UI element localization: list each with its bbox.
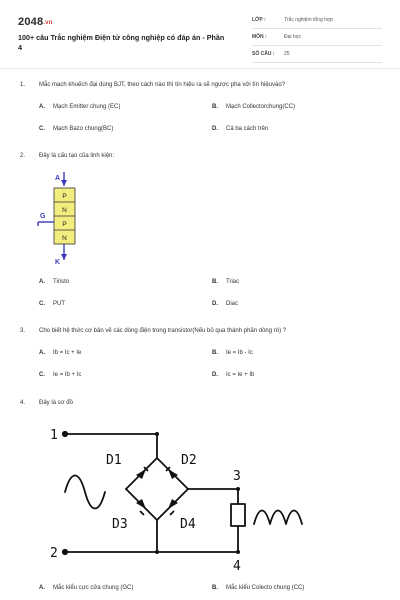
layer-label: N [62,207,67,214]
option-b[interactable]: B. Triac [212,279,240,285]
page-title: 100+ câu Trắc nghiệm Điện tử công nghiệp có đáp án - Phần 4 [18,33,225,52]
meta-row-subject [252,31,382,46]
option-a[interactable]: A. Mạch Emitter chung (EC) [39,104,121,110]
layer-label: P [62,193,67,200]
diode-label: D3 [112,517,128,532]
meta-row-class [252,14,382,29]
layer-label: N [62,235,67,242]
cathode-label: K [54,259,60,266]
option-c[interactable]: C. Mạch Bazo chung(BC) [39,126,114,132]
option-d[interactable]: D. Ic = Ie + Ib [212,372,255,378]
question-text: Mắc mạch khuếch đại dùng BJT, theo cách nào thì tín hiệu ra sẽ ngược pha với tín hiệuvào? [39,82,286,88]
anode-label: A [54,175,60,182]
node-label: 3 [233,469,241,484]
option-a[interactable]: A. Tiristo [39,279,70,285]
question-number: 4. [20,400,26,406]
question-number: 2. [20,153,26,159]
option-a[interactable]: A. Ib = Ic + Ie [39,350,82,356]
meta-label: MÔN : [252,34,267,40]
option-a[interactable]: A. Mắc kiểu cực cửa chung (GC) [39,585,134,591]
question-text: Đây là cấu tạo của linh kiện: [39,153,115,159]
node-label: 2 [50,546,58,561]
meta-panel [252,14,382,65]
meta-row-count [252,48,382,63]
node-label: 4 [233,559,241,574]
meta-label: SỐ CÂU : [252,51,275,57]
question-text: Đây là sơ đồ [39,400,73,406]
diode-label: D4 [180,517,196,532]
option-c[interactable]: C. PUT [39,301,65,307]
meta-value: 25 [284,51,290,57]
meta-value: Trắc nghiệm tổng hợp [284,17,333,23]
diode-label: D1 [106,453,122,468]
gate-label: G [40,213,46,220]
divider [0,68,400,69]
option-c[interactable]: C. Ie = Ib + Ic [39,372,82,378]
thyristor-structure-figure [34,168,94,266]
question-number: 1. [20,82,26,88]
diode-label: D2 [181,453,197,468]
bridge-rectifier-figure [40,420,330,580]
question-number: 3. [20,328,26,334]
option-b[interactable]: B. Mạch Collectorchung(CC) [212,104,296,110]
layer-label: P [62,221,67,228]
option-b[interactable]: B. Ie = Ib - Ic [212,350,253,356]
option-b[interactable]: B. Mắc kiểu Colecto chung (CC) [212,585,305,591]
node-label: 1 [50,428,58,443]
site-logo[interactable]: 2048.vn [18,16,53,28]
question-text: Cho biết hệ thức cơ bản về các dòng điện trong transistor(Nếu bỏ qua thành phần dòng rò) ? [39,328,287,334]
meta-label: LỚP : [252,17,266,23]
option-d[interactable]: D. Diac [212,301,239,307]
option-d[interactable]: D. Cả ba cách trên [212,126,269,132]
meta-value: Đại học [284,34,301,40]
